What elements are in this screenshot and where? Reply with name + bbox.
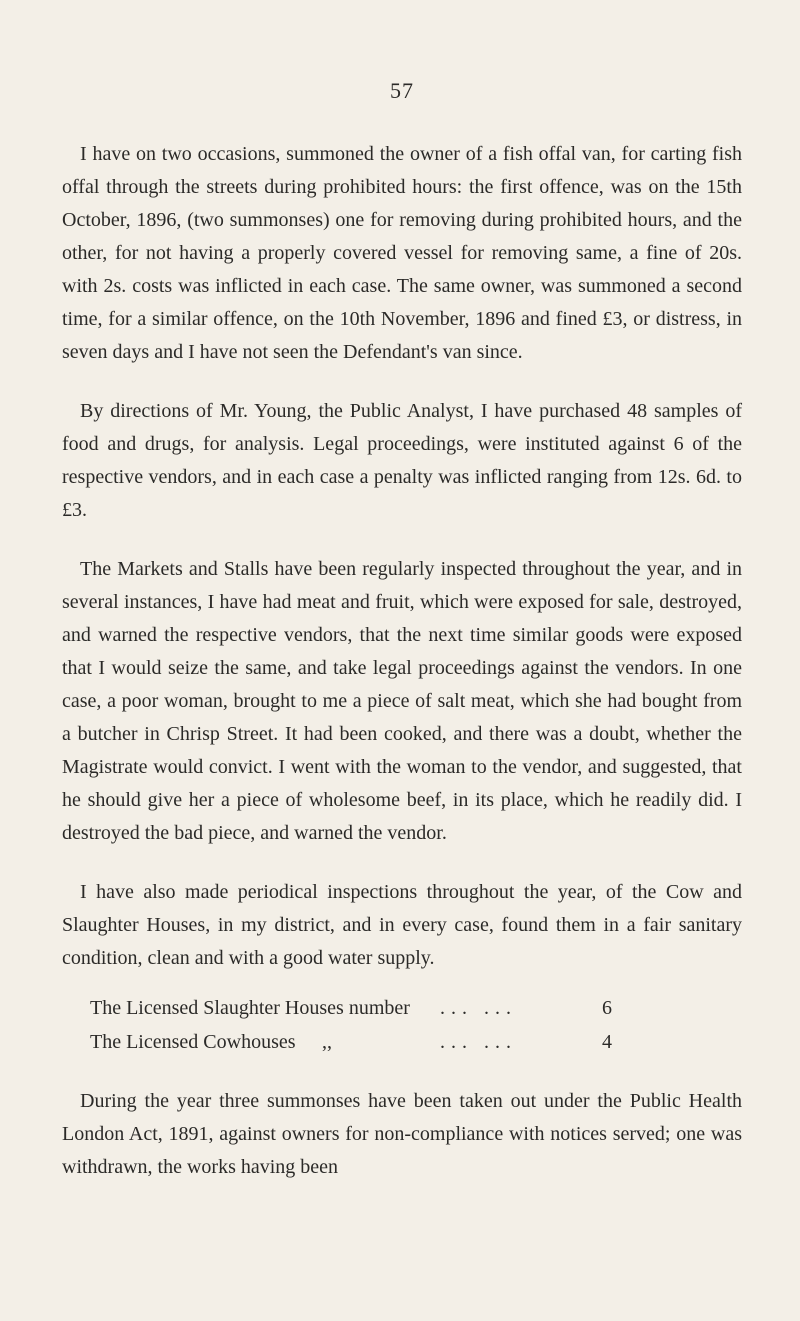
row-leader-dots: ... ... — [440, 997, 517, 1019]
page-number: 57 — [390, 78, 414, 103]
table-row — [62, 991, 742, 1025]
licensed-premises-table — [62, 991, 742, 1059]
paragraph-markets-stalls: The Markets and Stalls have been regularly inspected throughout the year, and in several instances, I have had meat and fruit, which were exposed for sale, destroyed, and warned the respective vendors, that the next time similar goods were exposed that I would seize the same, and take legal proceedings against the vendors. In one case, a poor woman, brought to me a piece of salt meat, which she had bought from a butcher in Chrisp Street. It had been cooked, and there was a doubt, whether the Magistrate would convict. I went with the woman to the vendor, and suggested, that he should give her a piece of wholesome beef, in its place, which he readily did. I destroyed the bad piece, and warned the vendor. — [62, 558, 742, 844]
table-row — [62, 1025, 742, 1059]
row-label: The Licensed Slaughter Houses number — [90, 997, 410, 1019]
row-value: 6 — [602, 997, 612, 1019]
row-label: The Licensed Cowhouses — [90, 1031, 296, 1053]
row-leader-dots: ... ... — [440, 1031, 517, 1053]
paragraph-summonses: During the year three summonses have been taken out under the Public Health London Act, 1891, against owners for non-compliance with notices served; one was withdrawn, the works having been — [62, 1090, 742, 1178]
row-ditto-mark: ,, — [322, 1031, 332, 1053]
paragraph-slaughter-houses: I have also made periodical inspections throughout the year, of the Cow and Slaughter Houses, in my district, and in every case, found them in a fair sanitary condition, clean and with a good water supply. — [62, 881, 742, 969]
document-page — [62, 78, 742, 1210]
paragraph-fish-offal-van: I have on two occasions, summoned the owner of a fish offal van, for carting fish offal through the streets during prohibited hours: the first offence, was on the 15th October, 1896, (two summonses) one for removing during prohibited hours, and the other, for not having a properly covered vessel for removing same, a fine of 20s. with 2s. costs was inflicted in each case. The same owner, was summoned a second time, for a similar offence, on the 10th November, 1896 and fined £3, or distress, in seven days and I have not seen the Defendant's van since. — [62, 143, 742, 363]
paragraph-public-analyst: By directions of Mr. Young, the Public Analyst, I have purchased 48 samples of food and drugs, for analysis. Legal proceedings, were instituted against 6 of the respective vendors, and in each case a penalty was inflicted ranging from 12s. 6d. to £3. — [62, 400, 742, 521]
row-value: 4 — [602, 1031, 612, 1053]
